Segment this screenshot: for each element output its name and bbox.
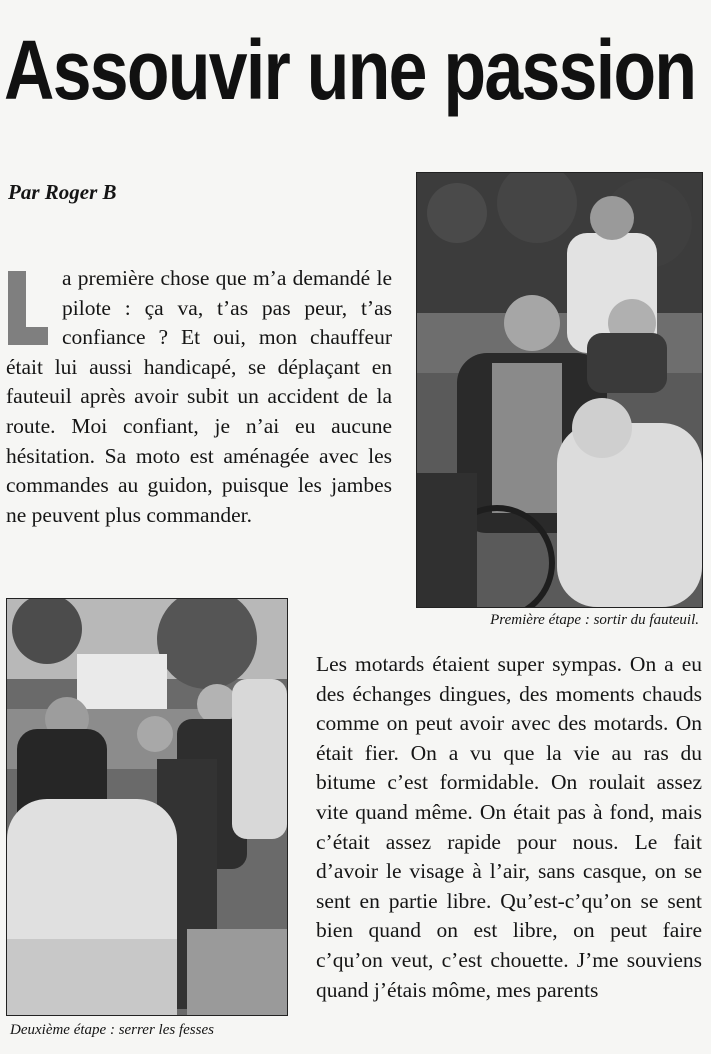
- paragraph-1: a première chose que m’a demandé le pilote : ça va, t’as pas peur, t’as confiance ? Et oui, mon chauffeur était lui aussi handicapé, se déplaçant en fauteuil après avoir subit un accident de la route. Moi confiant, je n’ai eu aucune hésitation. Sa moto est aménagée avec les commandes au guidon, puisque les jambes ne peuvent plus commander.: [6, 266, 392, 527]
- photo-group-helping: [6, 598, 288, 1016]
- paragraph-2: Les motards étaient super sympas. On a eu des échanges dingues, des moments chauds comme on peut avoir avec des motards. On était fier. On a vu que la vie au ras du bitume c’est formidable. On roulait assez vite quand même. On était pas à fond, mais c’était assez rapide pour nous. Le fait d’avoir le visage à l’air, sans casque, on se sent en partie libre. Qu’est-c’qu’on se sent bien quand on est libre, on peut faire c’qu’on veut, c’est chouette. J’me souviens quand j’étais môme, mes parents: [316, 652, 702, 1002]
- article-title: Assouvir une passion: [4, 23, 696, 117]
- article-column-2: [316, 650, 702, 1005]
- drop-cap-letter: [6, 271, 48, 345]
- byline: Par Roger B: [8, 180, 117, 204]
- photo-caption-2: Deuxième étape : serrer les fesses: [10, 1022, 214, 1038]
- photo-caption-1: Première étape : sortir du fauteuil.: [490, 612, 699, 628]
- photo-wheelchair-rider: [416, 172, 703, 608]
- article-column-1: [6, 264, 392, 530]
